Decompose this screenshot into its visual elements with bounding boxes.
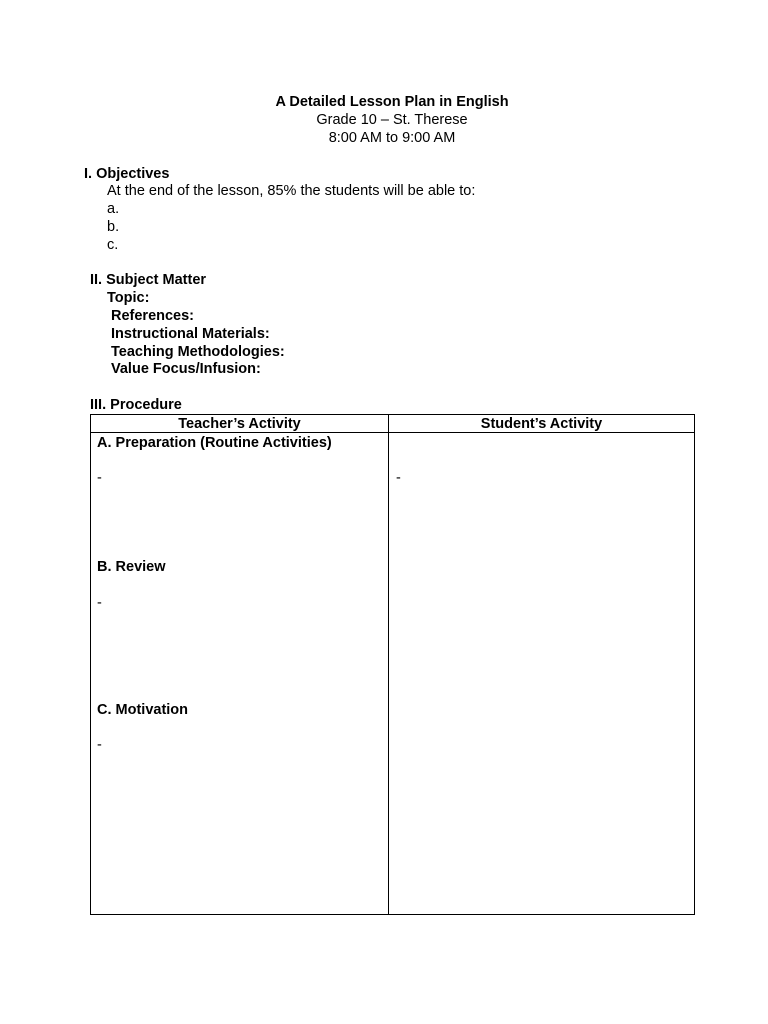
table-row (91, 433, 695, 915)
teacher-activity-cell (91, 433, 389, 915)
procedure-table (90, 414, 695, 915)
student-activity-cell (389, 433, 695, 915)
objective-item-a: a. (107, 201, 120, 217)
review-item: - (97, 595, 102, 611)
student-activity-header: Student’s Activity (389, 415, 695, 433)
teaching-methodologies-label: Teaching Methodologies: (111, 344, 285, 360)
review-heading: B. Review (97, 559, 166, 575)
class-time: 8:00 AM to 9:00 AM (328, 130, 456, 146)
topic-label: Topic: (107, 290, 150, 306)
teacher-activity-header: Teacher’s Activity (91, 415, 389, 433)
document-title: A Detailed Lesson Plan in English (275, 94, 509, 110)
objectives-heading: I. Objectives (84, 166, 170, 182)
procedure-heading: III. Procedure (90, 397, 182, 413)
motivation-heading: C. Motivation (97, 702, 189, 718)
student-preparation-item: - (396, 470, 401, 486)
objectives-intro: At the end of the lesson, 85% the students will be able to: (107, 183, 476, 199)
instructional-materials-label: Instructional Materials: (111, 326, 270, 342)
subject-matter-heading: II. Subject Matter (90, 272, 207, 288)
value-focus-label: Value Focus/Infusion: (111, 361, 261, 377)
preparation-item: - (97, 470, 102, 486)
references-label: References: (111, 308, 195, 324)
objective-item-b: b. (107, 219, 120, 235)
objective-item-c: c. (107, 237, 119, 253)
grade-section: Grade 10 – St. Therese (316, 112, 468, 128)
table-header-row (91, 415, 695, 433)
motivation-item: - (97, 737, 102, 753)
preparation-heading: A. Preparation (Routine Activities) (97, 435, 332, 451)
